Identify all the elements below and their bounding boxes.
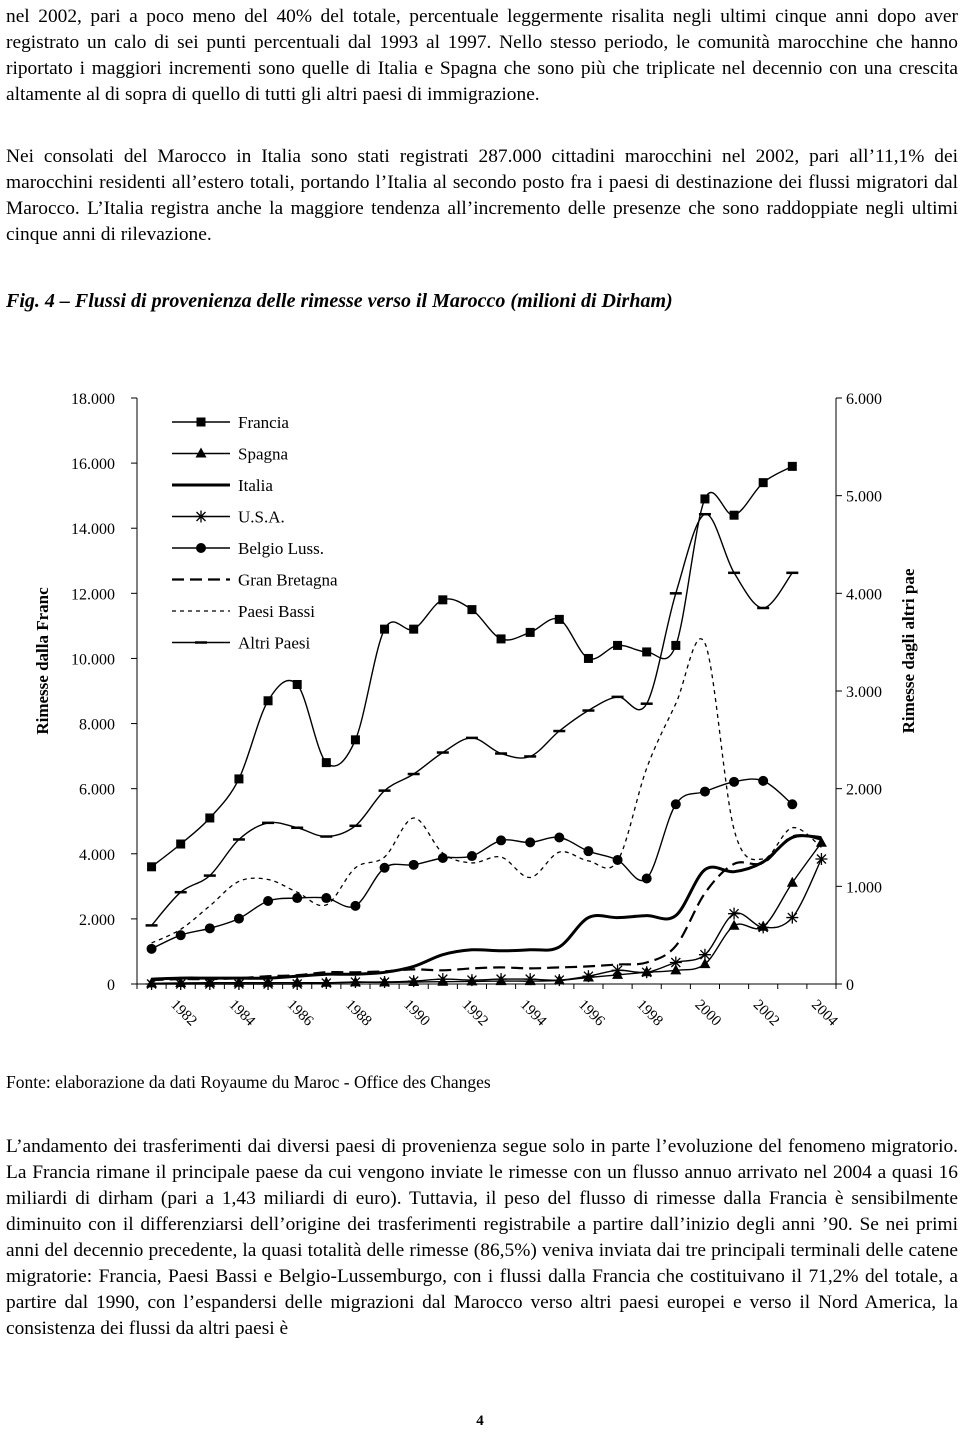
data-point-francia [380, 625, 389, 634]
data-point-u-s-a [699, 949, 711, 961]
x-axis-tick-label: 2000 [691, 996, 725, 1030]
x-axis-tick-label: 1988 [342, 996, 375, 1030]
x-axis-tick-label: 1998 [633, 996, 666, 1030]
data-point-francia [147, 862, 156, 871]
x-axis-tick-label: 1994 [516, 996, 550, 1030]
data-point-u-s-a [262, 978, 274, 990]
data-point-belgio-luss [525, 837, 535, 847]
data-point-u-s-a [786, 912, 798, 924]
data-point-francia [526, 628, 535, 637]
data-point-belgio-luss [321, 893, 331, 903]
series-line-gran-bretagna [152, 835, 822, 980]
x-axis-tick-label: 1986 [283, 996, 317, 1030]
x-axis-tick-label: 1982 [167, 996, 200, 1030]
data-point-u-s-a [815, 853, 827, 865]
right-axis-tick-label: 0 [846, 977, 854, 994]
data-point-francia [700, 494, 709, 503]
left-axis-tick-label: 18.000 [71, 391, 115, 408]
figure-title: Fig. 4 – Flussi di provenienza delle rimesse verso il Marocco (milioni di Dirham) [6, 290, 673, 312]
legend-marker-spagna [196, 448, 207, 458]
left-axis-tick-label: 2.000 [79, 911, 115, 929]
page-number: 4 [476, 1413, 484, 1429]
data-point-belgio-luss [729, 777, 739, 787]
data-point-francia [293, 680, 302, 689]
paragraph-trasferimenti: L’andamento dei trasferimenti dai diversi paesi di provenienza segue solo in parte l’evoluzione del fenomeno migratorio. La Francia rimane il principale paese da cui vengono inviate le rimesse con un flusso annuo arrivato nel 2004 a quasi 16 miliardi di dirham (pari a 1,43 miliardi di euro). Tuttavia, il peso del flusso di rimesse dalla Francia è sensibilmente diminuito con il differenziarsi dell’origine dei trasferimenti registrabile a partire dall’inizio degli anni ’90. Se nei primi anni del decennio precedente, la quasi totalità delle rimesse (86,5%) veniva inviata dai tre principali terminali delle catene migratorie: Francia, Paesi Bassi e Belgio-Lussemburgo, con i flussi dalla Francia che costituivano il 71,2% del totale, a partire dal 1990, con l’espandersi delle migrazioni dal Marocco verso altri paesi europei e verso il Nord America, la consistenza dei flussi da altri paesi è [6, 1136, 958, 1339]
left-axis-tick-label: 12.000 [71, 586, 115, 604]
data-point-u-s-a [437, 973, 449, 985]
data-point-francia [351, 735, 360, 744]
data-point-francia [438, 595, 447, 604]
left-axis-tick-label: 14.000 [71, 521, 115, 539]
x-axis-tick-label: 1984 [225, 996, 259, 1030]
data-point-belgio-luss [350, 901, 360, 911]
data-point-francia [788, 462, 797, 471]
legend-label-francia: Francia [238, 413, 289, 432]
x-axis-tick-label: 1992 [458, 996, 492, 1030]
data-point-francia [176, 840, 185, 849]
right-axis-tick-label: 1.000 [846, 879, 882, 897]
data-point-u-s-a [670, 957, 682, 969]
legend-label-altri-paesi: Altri Paesi [238, 633, 311, 653]
left-axis-tick-label: 4.000 [79, 846, 115, 864]
left-axis-tick-label: 16.000 [71, 456, 115, 474]
data-point-u-s-a [233, 978, 245, 990]
data-point-u-s-a [291, 978, 303, 990]
data-point-u-s-a [728, 908, 740, 920]
series-line-spagna [152, 843, 822, 984]
series-line-paesi-bassi [152, 639, 822, 943]
left-axis-tick-label: 8.000 [79, 716, 115, 734]
data-point-belgio-luss [205, 923, 215, 933]
data-point-belgio-luss [409, 860, 419, 870]
x-axis-tick-label: 2004 [808, 996, 841, 1030]
data-point-francia [613, 641, 622, 650]
paragraph-intro: nel 2002, pari a poco meno del 40% del totale, percentuale leggermente risalita negli ultimi cinque anni dopo aver registrato un calo di sei punti percentuali dal 1993 al 1997. Nello stesso periodo, le comunità marocchine che hanno riportato i maggiori incrementi sono quelle di Italia e Spagna che sono più che triplicate nel decennio con una crescita altamente al di sopra di quello di tutti gli altri paesi di immigrazione. [6, 6, 958, 105]
right-axis-title: Rimesse dagli altri pae [899, 568, 918, 734]
data-point-u-s-a [582, 970, 594, 982]
data-point-francia [322, 758, 331, 767]
legend-label-italia: Italia [238, 476, 273, 495]
left-axis-tick-label: 10.000 [71, 651, 115, 669]
data-point-belgio-luss [583, 846, 593, 856]
paragraph-consolati: Nei consolati del Marocco in Italia sono stati registrati 287.000 cittadini marocchini nel 2002, pari all’11,1% dei marocchini residenti all’estero totali, portando l’Italia al secondo posto fra i paesi di destinazione dei flussi migratori dal Marocco. L’Italia registra anche la maggiore tendenza all’incremento delle presenze che sono raddoppiate negli ultimi cinque anni di rilevazione. [6, 146, 958, 245]
data-point-belgio-luss [554, 833, 564, 843]
series-line-italia [152, 836, 822, 979]
left-axis-tick-label: 0 [107, 977, 115, 994]
data-point-u-s-a [320, 977, 332, 989]
data-point-u-s-a [408, 975, 420, 987]
series-line-belgio-luss [152, 779, 793, 949]
legend-label-gran-bretagna: Gran Bretagna [238, 570, 338, 590]
legend-label-paesi-bassi: Paesi Bassi [238, 602, 315, 621]
data-point-belgio-luss [787, 799, 797, 809]
data-point-francia [555, 615, 564, 624]
right-axis-tick-label: 4.000 [846, 586, 882, 604]
data-point-francia [264, 696, 273, 705]
legend-marker-belgio-luss [196, 543, 206, 553]
data-point-francia [671, 641, 680, 650]
data-point-belgio-luss [700, 787, 710, 797]
data-point-belgio-luss [147, 944, 157, 954]
legend-marker-francia [197, 418, 206, 427]
data-point-u-s-a [524, 973, 536, 985]
data-point-francia [234, 774, 243, 783]
data-point-u-s-a [379, 976, 391, 988]
data-point-u-s-a [612, 964, 624, 976]
data-point-belgio-luss [234, 914, 244, 924]
data-point-francia [642, 647, 651, 656]
data-point-belgio-luss [292, 893, 302, 903]
data-point-francia [467, 605, 476, 614]
right-axis-tick-label: 6.000 [846, 391, 882, 408]
data-point-francia [759, 478, 768, 487]
x-axis-tick-label: 1996 [575, 996, 608, 1030]
data-point-francia [584, 654, 593, 663]
data-point-u-s-a [466, 974, 478, 986]
right-axis-tick-label: 3.000 [846, 684, 882, 701]
data-point-belgio-luss [263, 896, 273, 906]
data-point-francia [205, 813, 214, 822]
data-point-u-s-a [349, 976, 361, 988]
remittance-line-chart [0, 370, 960, 1060]
data-point-francia [409, 625, 418, 634]
data-point-belgio-luss [496, 835, 506, 845]
legend-label-belgio-luss: Belgio Luss. [238, 539, 324, 558]
data-point-u-s-a [495, 973, 507, 985]
left-axis-title: Rimesse dalla Franc [33, 587, 52, 735]
data-point-u-s-a [757, 921, 769, 933]
data-point-belgio-luss [467, 851, 477, 861]
x-axis-tick-label: 1990 [400, 996, 433, 1030]
legend-label-u-s-a: U.S.A. [238, 507, 285, 527]
data-point-francia [497, 634, 506, 643]
right-axis-tick-label: 5.000 [846, 488, 882, 506]
data-point-u-s-a [641, 966, 653, 978]
data-point-belgio-luss [758, 776, 768, 786]
data-point-u-s-a [553, 974, 565, 986]
data-point-belgio-luss [438, 853, 448, 863]
figure-source: Fonte: elaborazione da dati Royaume du Maroc - Office des Changes [6, 1072, 491, 1092]
data-point-belgio-luss [642, 874, 652, 884]
data-point-belgio-luss [671, 799, 681, 809]
right-axis-tick-label: 2.000 [846, 781, 882, 799]
data-point-francia [730, 511, 739, 520]
x-axis-tick-label: 2002 [749, 996, 783, 1030]
legend-label-spagna: Spagna [238, 444, 289, 464]
data-point-belgio-luss [380, 863, 390, 873]
left-axis-tick-label: 6.000 [79, 781, 115, 799]
legend-marker-u-s-a [195, 511, 207, 523]
